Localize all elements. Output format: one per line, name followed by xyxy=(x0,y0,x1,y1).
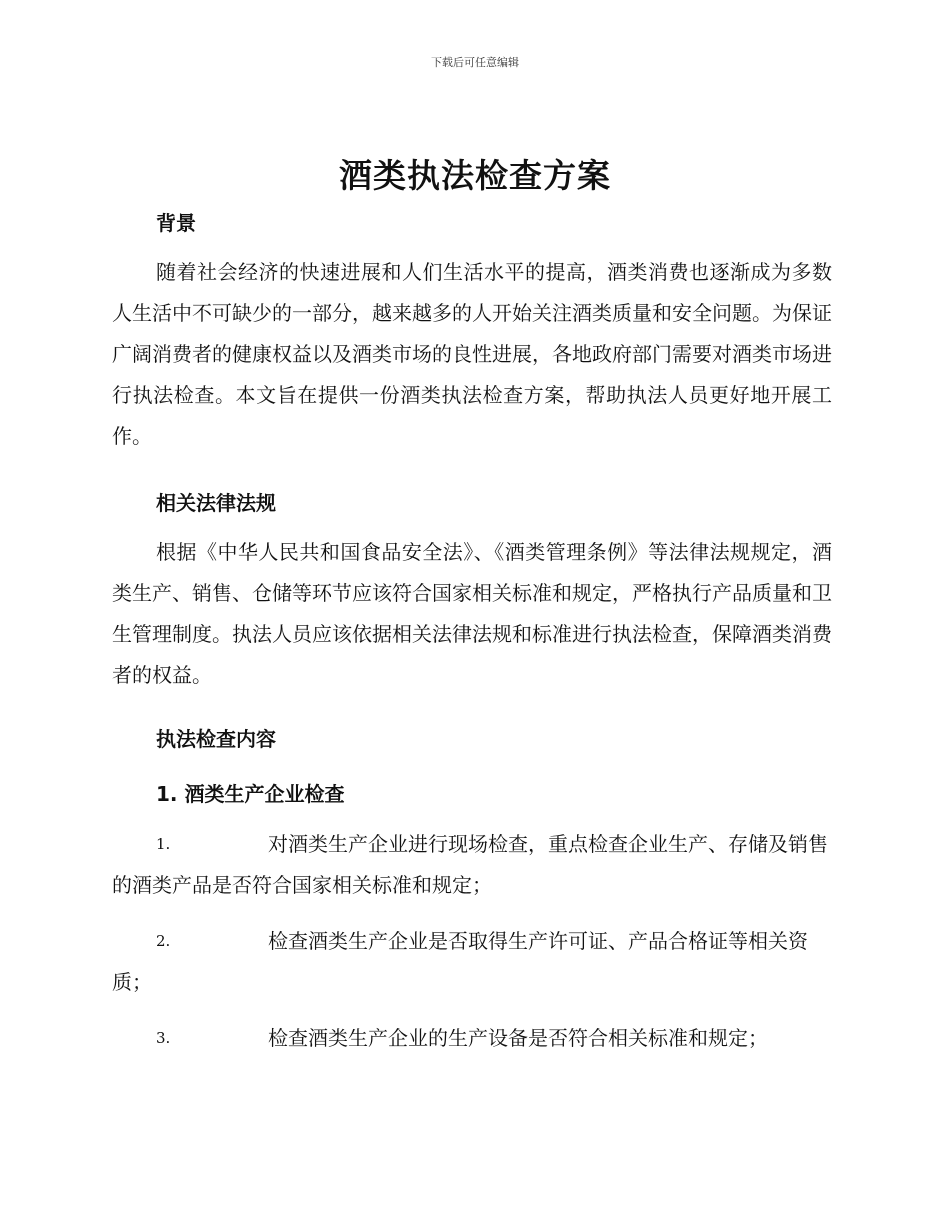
list-item-text: 检查酒类生产企业是否取得生产许可证、产品合格证等相关资质； xyxy=(112,929,808,994)
list-item-number: 1. xyxy=(156,835,171,853)
document-title: 酒类执法检查方案 xyxy=(339,156,611,195)
list-item-number: 2. xyxy=(156,932,171,950)
subheading-production-inspection: 1. 酒类生产企业检查 xyxy=(156,782,345,806)
list-item-text: 检查酒类生产企业的生产设备是否符合相关标准和规定； xyxy=(268,1026,768,1050)
list-item xyxy=(112,824,832,906)
list-item-number: 3. xyxy=(156,1029,171,1047)
section-heading-background: 背景 xyxy=(156,211,196,235)
paragraph-background: 随着社会经济的快速进展和人们生活水平的提高，酒类消费也逐渐成为多数人生活中不可缺少的一部分，越来越多的人开始关注酒类质量和安全问题。为保证广阔消费者的健康权益以及酒类市场的良性进展，各地政府部门需要对酒类市场进行执法检查。本文旨在提供一份酒类执法检查方案，帮助执法人员更好地开展工作。 xyxy=(112,260,832,448)
list-item-text: 对酒类生产企业进行现场检查，重点检查企业生产、存储及销售的酒类产品是否符合国家相关标准和规定； xyxy=(112,832,828,897)
list-item xyxy=(112,1018,832,1059)
section-heading-laws: 相关法律法规 xyxy=(156,491,276,515)
page-header-note: 下载后可任意编辑 xyxy=(431,56,519,69)
paragraph-laws: 根据《中华人民共和国食品安全法》、《酒类管理条例》等法律法规规定，酒类生产、销售、仓储等环节应该符合国家相关标准和规定，严格执行产品质量和卫生管理制度。执法人员应该依据相关法律法规和标准进行执法检查，保障酒类消费者的权益。 xyxy=(112,540,832,687)
section-heading-content: 执法检查内容 xyxy=(156,727,276,751)
list-item xyxy=(112,921,832,1003)
